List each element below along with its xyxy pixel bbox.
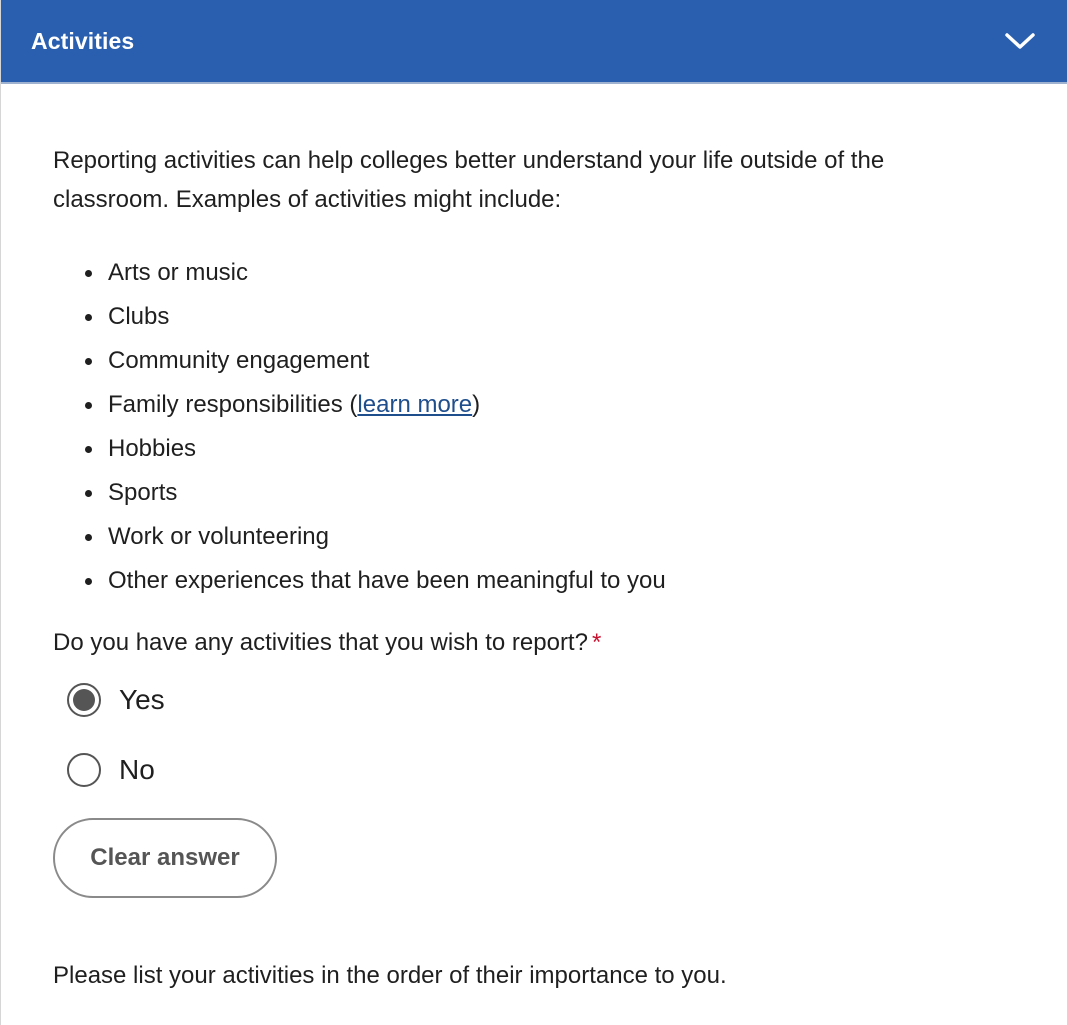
radio-option-no[interactable] (67, 751, 1015, 789)
list-item (85, 295, 1015, 339)
radio-label-no[interactable]: No (119, 754, 155, 785)
radio-button-yes[interactable] (67, 683, 101, 717)
intro-text: Reporting activities can help colleges better understand your life outside of the classroom. Examples of activities might include: (53, 147, 885, 213)
section-header[interactable] (1, 0, 1067, 84)
list-item (85, 339, 1015, 383)
list-item (85, 515, 1015, 559)
close-paren: ) (472, 391, 481, 418)
open-paren: ( (349, 391, 358, 418)
list-item-text: Hobbies (108, 435, 197, 462)
list-item-text: Sports (108, 479, 178, 506)
list-item (85, 383, 1015, 427)
list-item-text: Arts or music (108, 259, 249, 286)
required-marker: * (591, 629, 602, 656)
learn-more-link[interactable]: learn more (357, 391, 473, 418)
list-item (85, 471, 1015, 515)
list-item-text: Community engagement (108, 347, 370, 374)
examples-list (53, 251, 1015, 603)
question-label (53, 627, 1015, 659)
radio-label-yes[interactable]: Yes (119, 684, 165, 715)
list-item (85, 251, 1015, 295)
list-item (85, 427, 1015, 471)
list-item-text: Work or volunteering (108, 523, 329, 550)
radio-button-no[interactable] (67, 753, 101, 787)
chevron-down-icon[interactable] (1003, 24, 1037, 58)
section-content (1, 141, 1067, 992)
list-item-text: Family responsibilities (108, 391, 343, 418)
instructions-text: Please list your activities in the order of their importance to you. (53, 962, 727, 989)
list-item (85, 559, 1015, 603)
section-title: Activities (31, 27, 135, 54)
radio-option-yes[interactable] (67, 681, 1015, 719)
radio-selected-dot (73, 689, 95, 711)
list-item-text: Other experiences that have been meaningful to you (108, 567, 666, 594)
list-item-text: Clubs (108, 303, 170, 330)
clear-answer-button[interactable]: Clear answer (53, 818, 277, 898)
question-text: Do you have any activities that you wish to report? (53, 629, 588, 656)
